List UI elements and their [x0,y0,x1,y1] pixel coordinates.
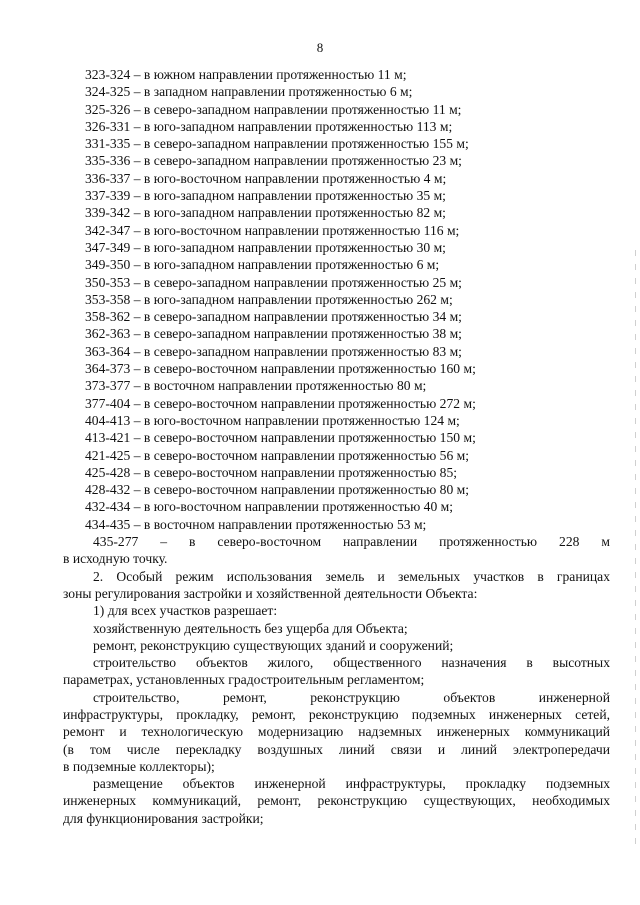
scan-edge-artifact [635,250,636,850]
section-2-line-2: зоны регулирования застройки и хозяйственной деятельности Объекта: [63,585,478,601]
segment-line: 413-421 – в северо-восточном направлении протяженностью 150 м; [85,430,476,446]
item-1-heading: 1) для всех участков разрешает: [93,603,278,619]
segment-line: 347-349 – в юго-западном направлении протяженностью 30 м; [85,239,446,255]
segment-line: 337-339 – в юго-западном направлении протяженностью 35 м; [85,188,446,204]
item-placement-line-2: инженерных коммуникаций, ремонт, реконструкцию существующих, необходимых [63,793,610,809]
item-construction [63,654,610,689]
segment-line: 421-425 – в северо-восточном направлении протяженностью 56 м; [85,447,470,463]
item-economic-activity: хозяйственную деятельность без ущерба для Объекта; [93,620,408,636]
segment-line: 377-404 – в северо-восточном направлении протяженностью 272 м; [85,395,476,411]
segment-line: 362-363 – в северо-западном направлении протяженностью 38 м; [85,326,462,342]
segment-line: 335-336 – в северо-западном направлении протяженностью 23 м; [85,153,462,169]
last-segment-line-2: в исходную точку. [63,551,168,567]
segment-line: 432-434 – в юго-восточном направлении протяженностью 40 м; [85,499,454,515]
segment-line: 326-331 – в юго-западном направлении протяженностью 113 м; [85,118,453,134]
segment-line: 349-350 – в юго-западном направлении протяженностью 6 м; [85,257,440,273]
item-infrastructure-line-5: в подземные коллекторы); [63,758,215,774]
item-construction-line-1: строительство объектов жилого, общественного назначения в высотных [93,655,610,671]
segment-line: 373-377 – в восточном направлении протяженностью 80 м; [85,378,427,394]
last-segment-line-1: 435-277 – в северо-восточном направлении протяженностью 228 м [93,534,610,550]
segment-line: 434-435 – в восточном направлении протяженностью 53 м; [85,516,427,532]
segment-list [85,66,610,533]
segment-line: 331-335 – в северо-западном направлении протяженностью 155 м; [85,136,469,152]
segment-line: 353-358 – в юго-западном направлении протяженностью 262 м; [85,291,453,307]
segment-line: 325-326 – в северо-западном направлении протяженностью 11 м; [85,101,462,117]
segment-line: 363-364 – в северо-западном направлении протяженностью 83 м; [85,343,462,359]
item-placement [63,775,610,827]
segment-line: 323-324 – в южном направлении протяженностью 11 м; [85,67,407,82]
segment-line: 350-353 – в северо-западном направлении протяженностью 25 м; [85,274,462,290]
segment-line: 336-337 – в юго-восточном направлении протяженностью 4 м; [85,170,447,186]
item-repair: ремонт, реконструкцию существующих зданий и сооружений; [93,637,454,653]
segment-line: 428-432 – в северо-восточном направлении протяженностью 80 м; [85,482,470,498]
page-number: 8 [316,40,324,55]
segment-line: 358-362 – в северо-западном направлении протяженностью 34 м; [85,309,462,325]
document-body [63,66,610,827]
segment-line: 404-413 – в юго-восточном направлении протяженностью 124 м; [85,412,460,428]
segment-line: 324-325 – в западном направлении протяженностью 6 м; [85,84,413,100]
item-construction-line-2: параметрах, установленных градостроительным регламентом; [63,672,425,688]
segment-line: 364-373 – в северо-восточном направлении протяженностью 160 м; [85,361,476,377]
segment-line: 342-347 – в юго-восточном направлении протяженностью 116 м; [85,222,460,238]
item-infrastructure-line-1: строительство, ремонт, реконструкцию объектов инженерной [93,689,610,705]
section-2-line-1: 2. Особый режим использования земель и земельных участков в границах [93,568,610,584]
segment-line: 425-428 – в северо-восточном направлении протяженностью 85; [85,464,458,480]
item-infrastructure [63,689,610,775]
item-placement-line-3: для функционирования застройки; [63,810,264,826]
item-infrastructure-line-2: инфраструктуры, прокладку, ремонт, реконструкцию подземных инженерных сетей, [63,706,610,722]
item-infrastructure-line-3: ремонт и технологическую модернизацию надземных инженерных коммуникаций [63,724,610,740]
last-segment [63,533,610,568]
section-2 [63,568,610,603]
segment-line: 339-342 – в юго-западном направлении протяженностью 82 м; [85,205,446,221]
item-infrastructure-line-4: (в том числе перекладку воздушных линий связи и линий электропередачи [63,741,610,757]
item-placement-line-1: размещение объектов инженерной инфраструктуры, прокладку подземных [93,776,610,792]
